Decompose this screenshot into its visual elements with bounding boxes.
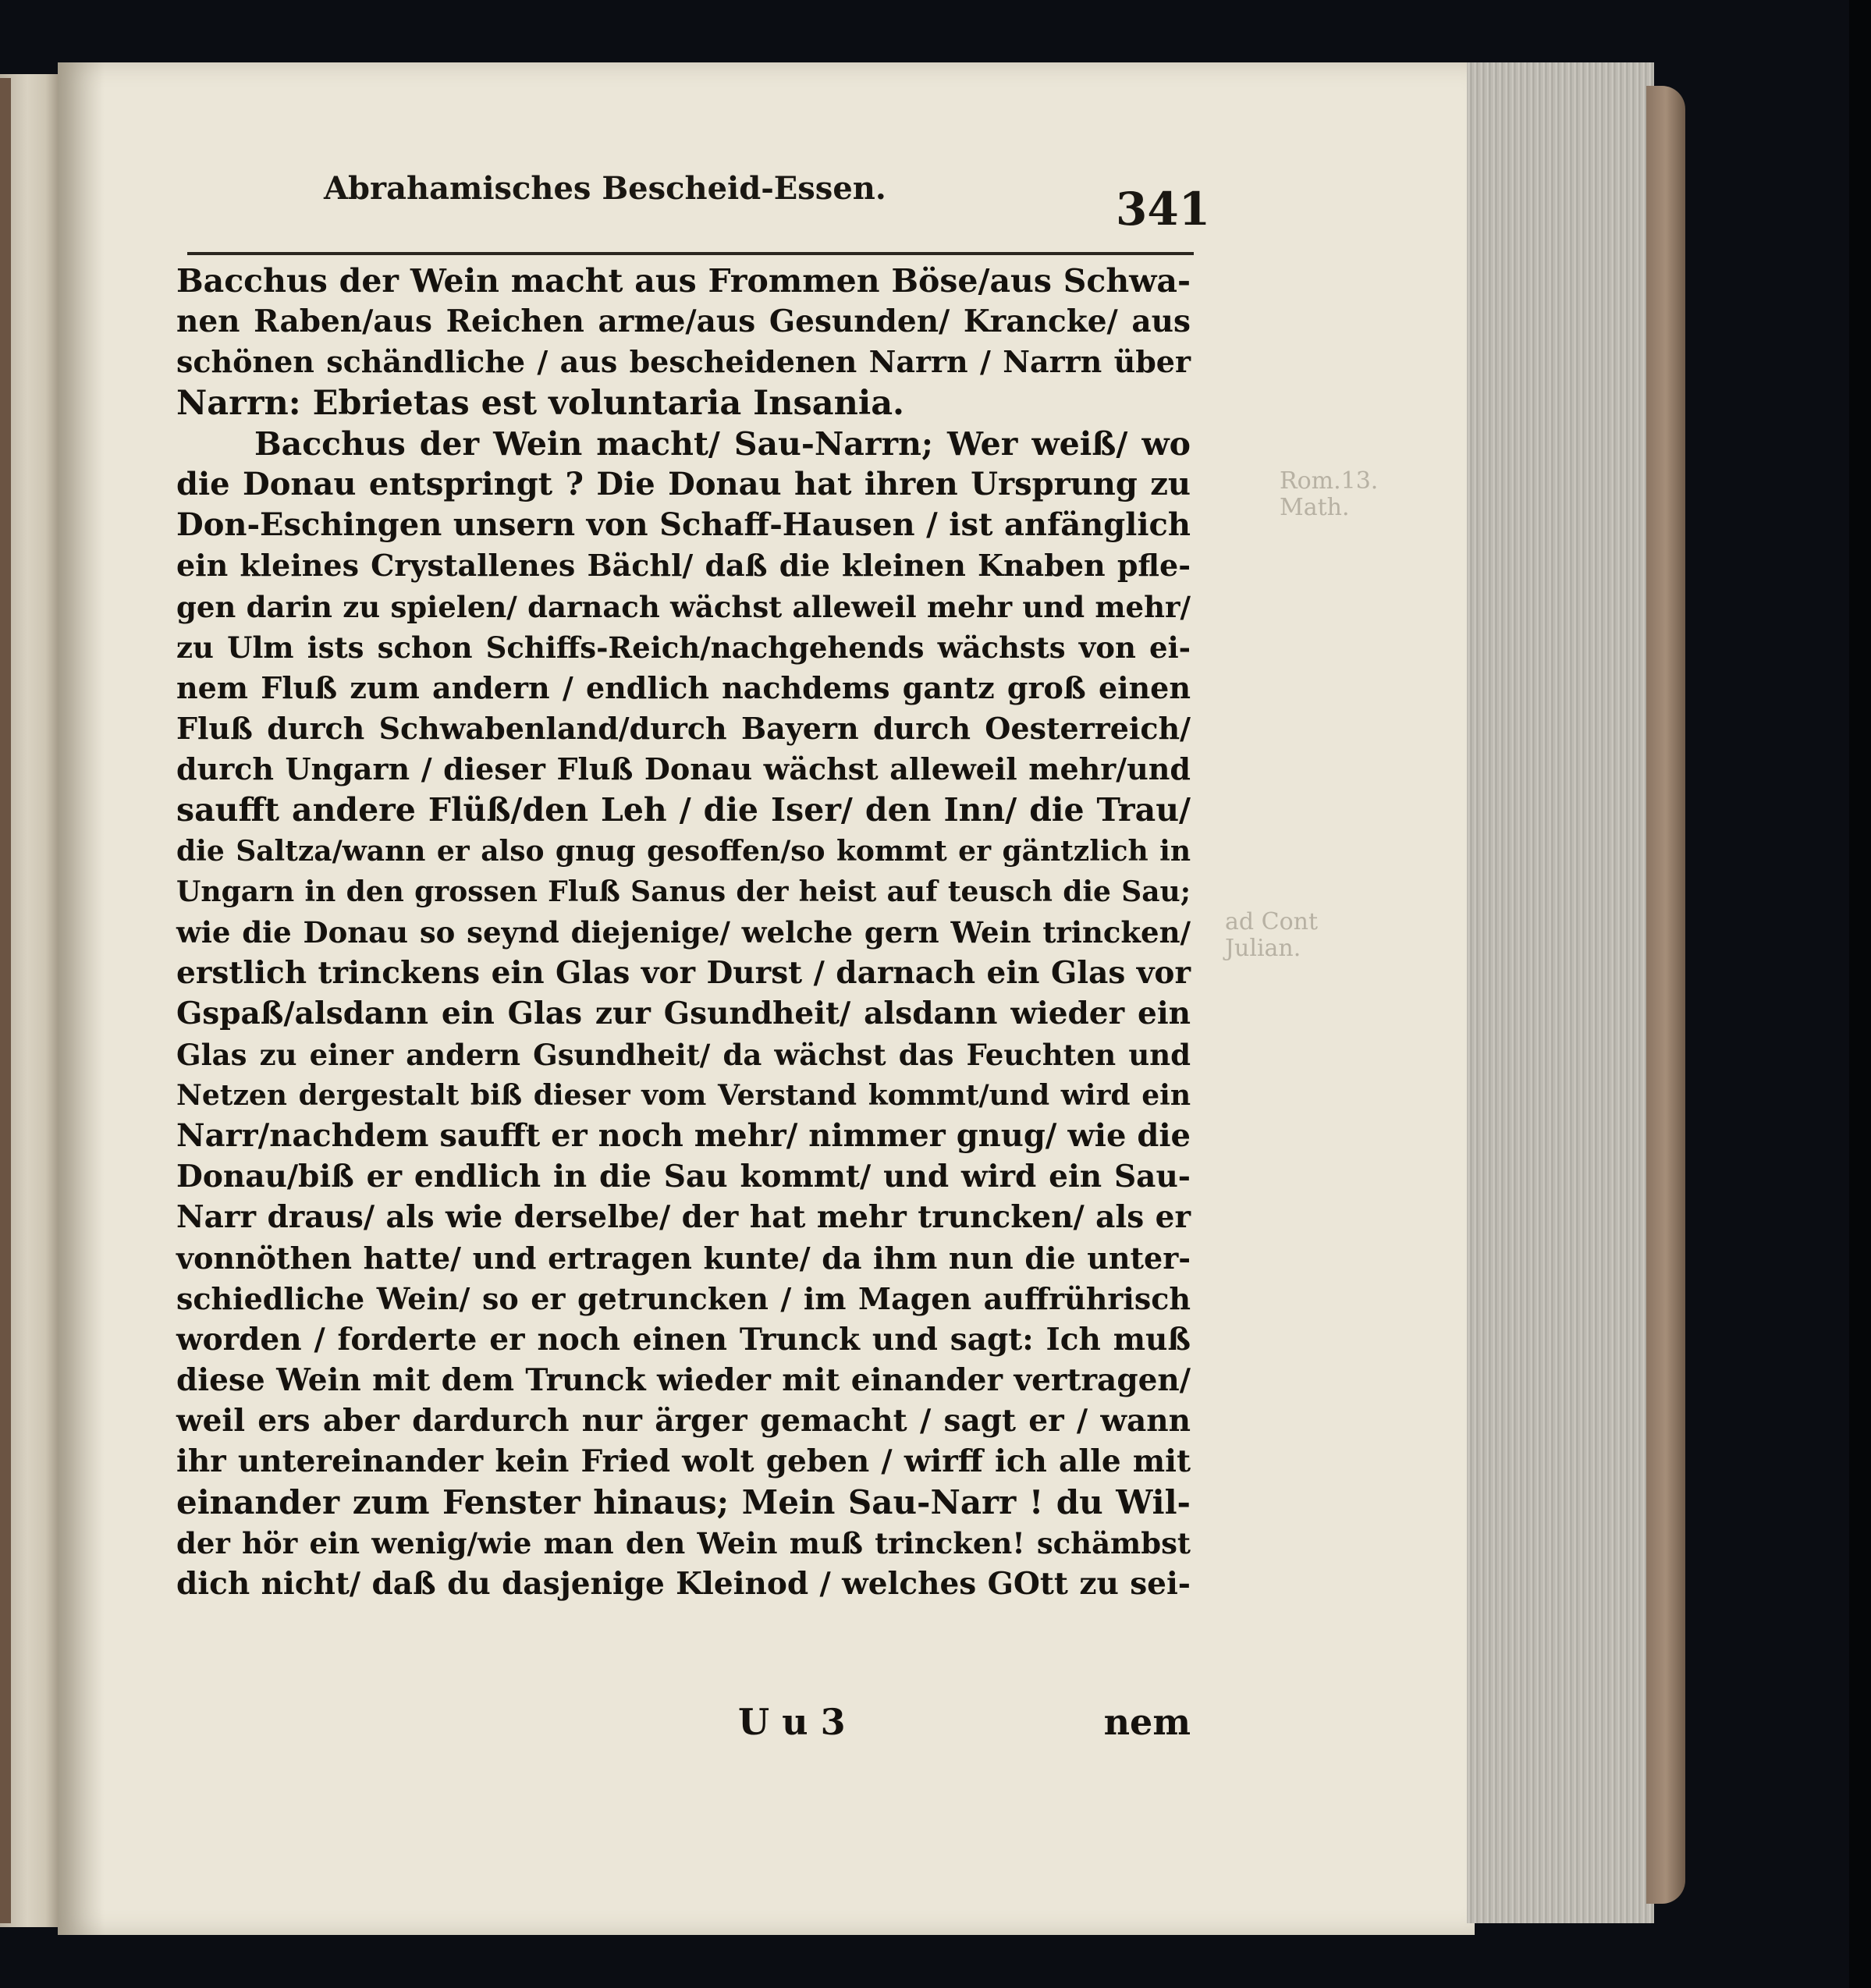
text-line: ein kleines Crystallenes Bächl/ daß die kleinen Knaben pfle- <box>176 548 1191 584</box>
text-line: Gspaß/alsdann ein Glas zur Gsundheit/ alsdann wieder ein <box>176 996 1191 1032</box>
page-gutter <box>58 62 105 1935</box>
text-line: Don-Eschingen unsern von Schaff-Hausen / ist anfänglich <box>176 506 1191 544</box>
text-line: saufft andere Flüß/den Leh / die Iser/ den Inn/ die Trau/ <box>176 791 1191 829</box>
text-line: nen Raben/aus Reichen arme/aus Gesunden/ Krancke/ aus <box>176 304 1191 340</box>
text-line: schiedliche Wein/ so er getruncken / im Magen auffrührisch <box>176 1280 1191 1316</box>
book-binding <box>1646 86 1685 1904</box>
running-title: Abrahamisches Bescheid-Essen. <box>324 170 886 207</box>
text-line: dich nicht/ daß du dasjenige Kleinod / welches GOtt zu sei- <box>176 1566 1191 1602</box>
text-line: vonnöthen hatte/ und ertragen kunte/ da ihm nun die unter- <box>176 1240 1191 1276</box>
text-line: Donau/biß er endlich in die Sau kommt/ und wird ein Sau- <box>176 1159 1191 1195</box>
text-line: Bacchus der Wein macht/ Sau-Narrn; Wer weiß/ wo <box>254 424 1191 463</box>
text-line: der hör ein wenig/wie man den Wein muß trincken! schämbst <box>176 1525 1191 1560</box>
text-line: gen darin zu spielen/ darnach wächst alleweil mehr und mehr/ <box>176 589 1191 624</box>
text-line: ihr untereinander kein Fried wolt geben / wirff ich alle mit <box>176 1443 1191 1480</box>
header-rule <box>187 252 1194 255</box>
text-line: die Donau entspringt ? Die Donau hat ihren Ursprung zu <box>176 465 1191 502</box>
text-line: einander zum Fenster hinaus; Mein Sau-Narr ! du Wil- <box>176 1482 1191 1521</box>
text-line: die Saltza/wann er also gnug gesoffen/so kommt er gäntzlich in <box>176 834 1191 868</box>
scan-border <box>1849 0 1871 1988</box>
body-text <box>176 261 1191 1604</box>
bleed-through-marginalia: Rom.13. Math. <box>1280 467 1379 521</box>
text-line: durch Ungarn / dieser Fluß Donau wächst alleweil mehr/und <box>176 751 1191 787</box>
text-line: wie die Donau so seynd diejenige/ welche gern Wein trincken/ <box>176 915 1191 950</box>
text-line: diese Wein mit dem Trunck wieder mit einander vertragen/ <box>176 1362 1191 1399</box>
text-line: nem Fluß zum andern / endlich nachdems gantz groß einen <box>176 669 1191 705</box>
footer-line <box>176 1701 1191 1748</box>
text-line: Narr draus/ als wie derselbe/ der hat mehr truncken/ als er <box>176 1199 1191 1236</box>
text-line: Netzen dergestalt biß dieser vom Verstand kommt/und wird ein <box>176 1078 1191 1112</box>
text-line: weil ers aber dardurch nur ärger gemacht / sagt er / wann <box>176 1403 1191 1440</box>
text-line: Glas zu einer andern Gsundheit/ da wächst das Feuchten und <box>176 1037 1191 1072</box>
text-line: Fluß durch Schwabenland/durch Bayern durch Oesterreich/ <box>176 711 1191 747</box>
page-number: 341 <box>1116 183 1211 236</box>
text-line: worden / forderte er noch einen Trunck und sagt: Ich muß <box>176 1321 1191 1358</box>
text-line: Narrn: Ebrietas est voluntaria Insania. <box>176 383 905 423</box>
text-line: Narr/nachdem saufft er noch mehr/ nimmer gnug/ wie die <box>176 1116 1191 1154</box>
text-line: schönen schändliche / aus bescheidenen Narrn / Narrn über <box>176 344 1191 380</box>
text-line: zu Ulm ists schon Schiffs-Reich/nachgehends wächsts von ei- <box>176 630 1191 665</box>
text-line: Bacchus der Wein macht aus Frommen Böse/aus Schwa- <box>176 262 1191 300</box>
signature-mark: U u 3 <box>738 1701 846 1743</box>
book-cover-edge <box>0 78 11 1923</box>
page-block-edges <box>1467 62 1654 1923</box>
text-line: erstlich trinckens ein Glas vor Durst / darnach ein Glas vor <box>176 955 1191 992</box>
catchword: nem <box>1103 1701 1191 1743</box>
text-line: Ungarn in den grossen Fluß Sanus der heist auf teusch die Sau; <box>176 875 1191 908</box>
bleed-through-marginalia: ad Cont Julian. <box>1225 908 1319 962</box>
